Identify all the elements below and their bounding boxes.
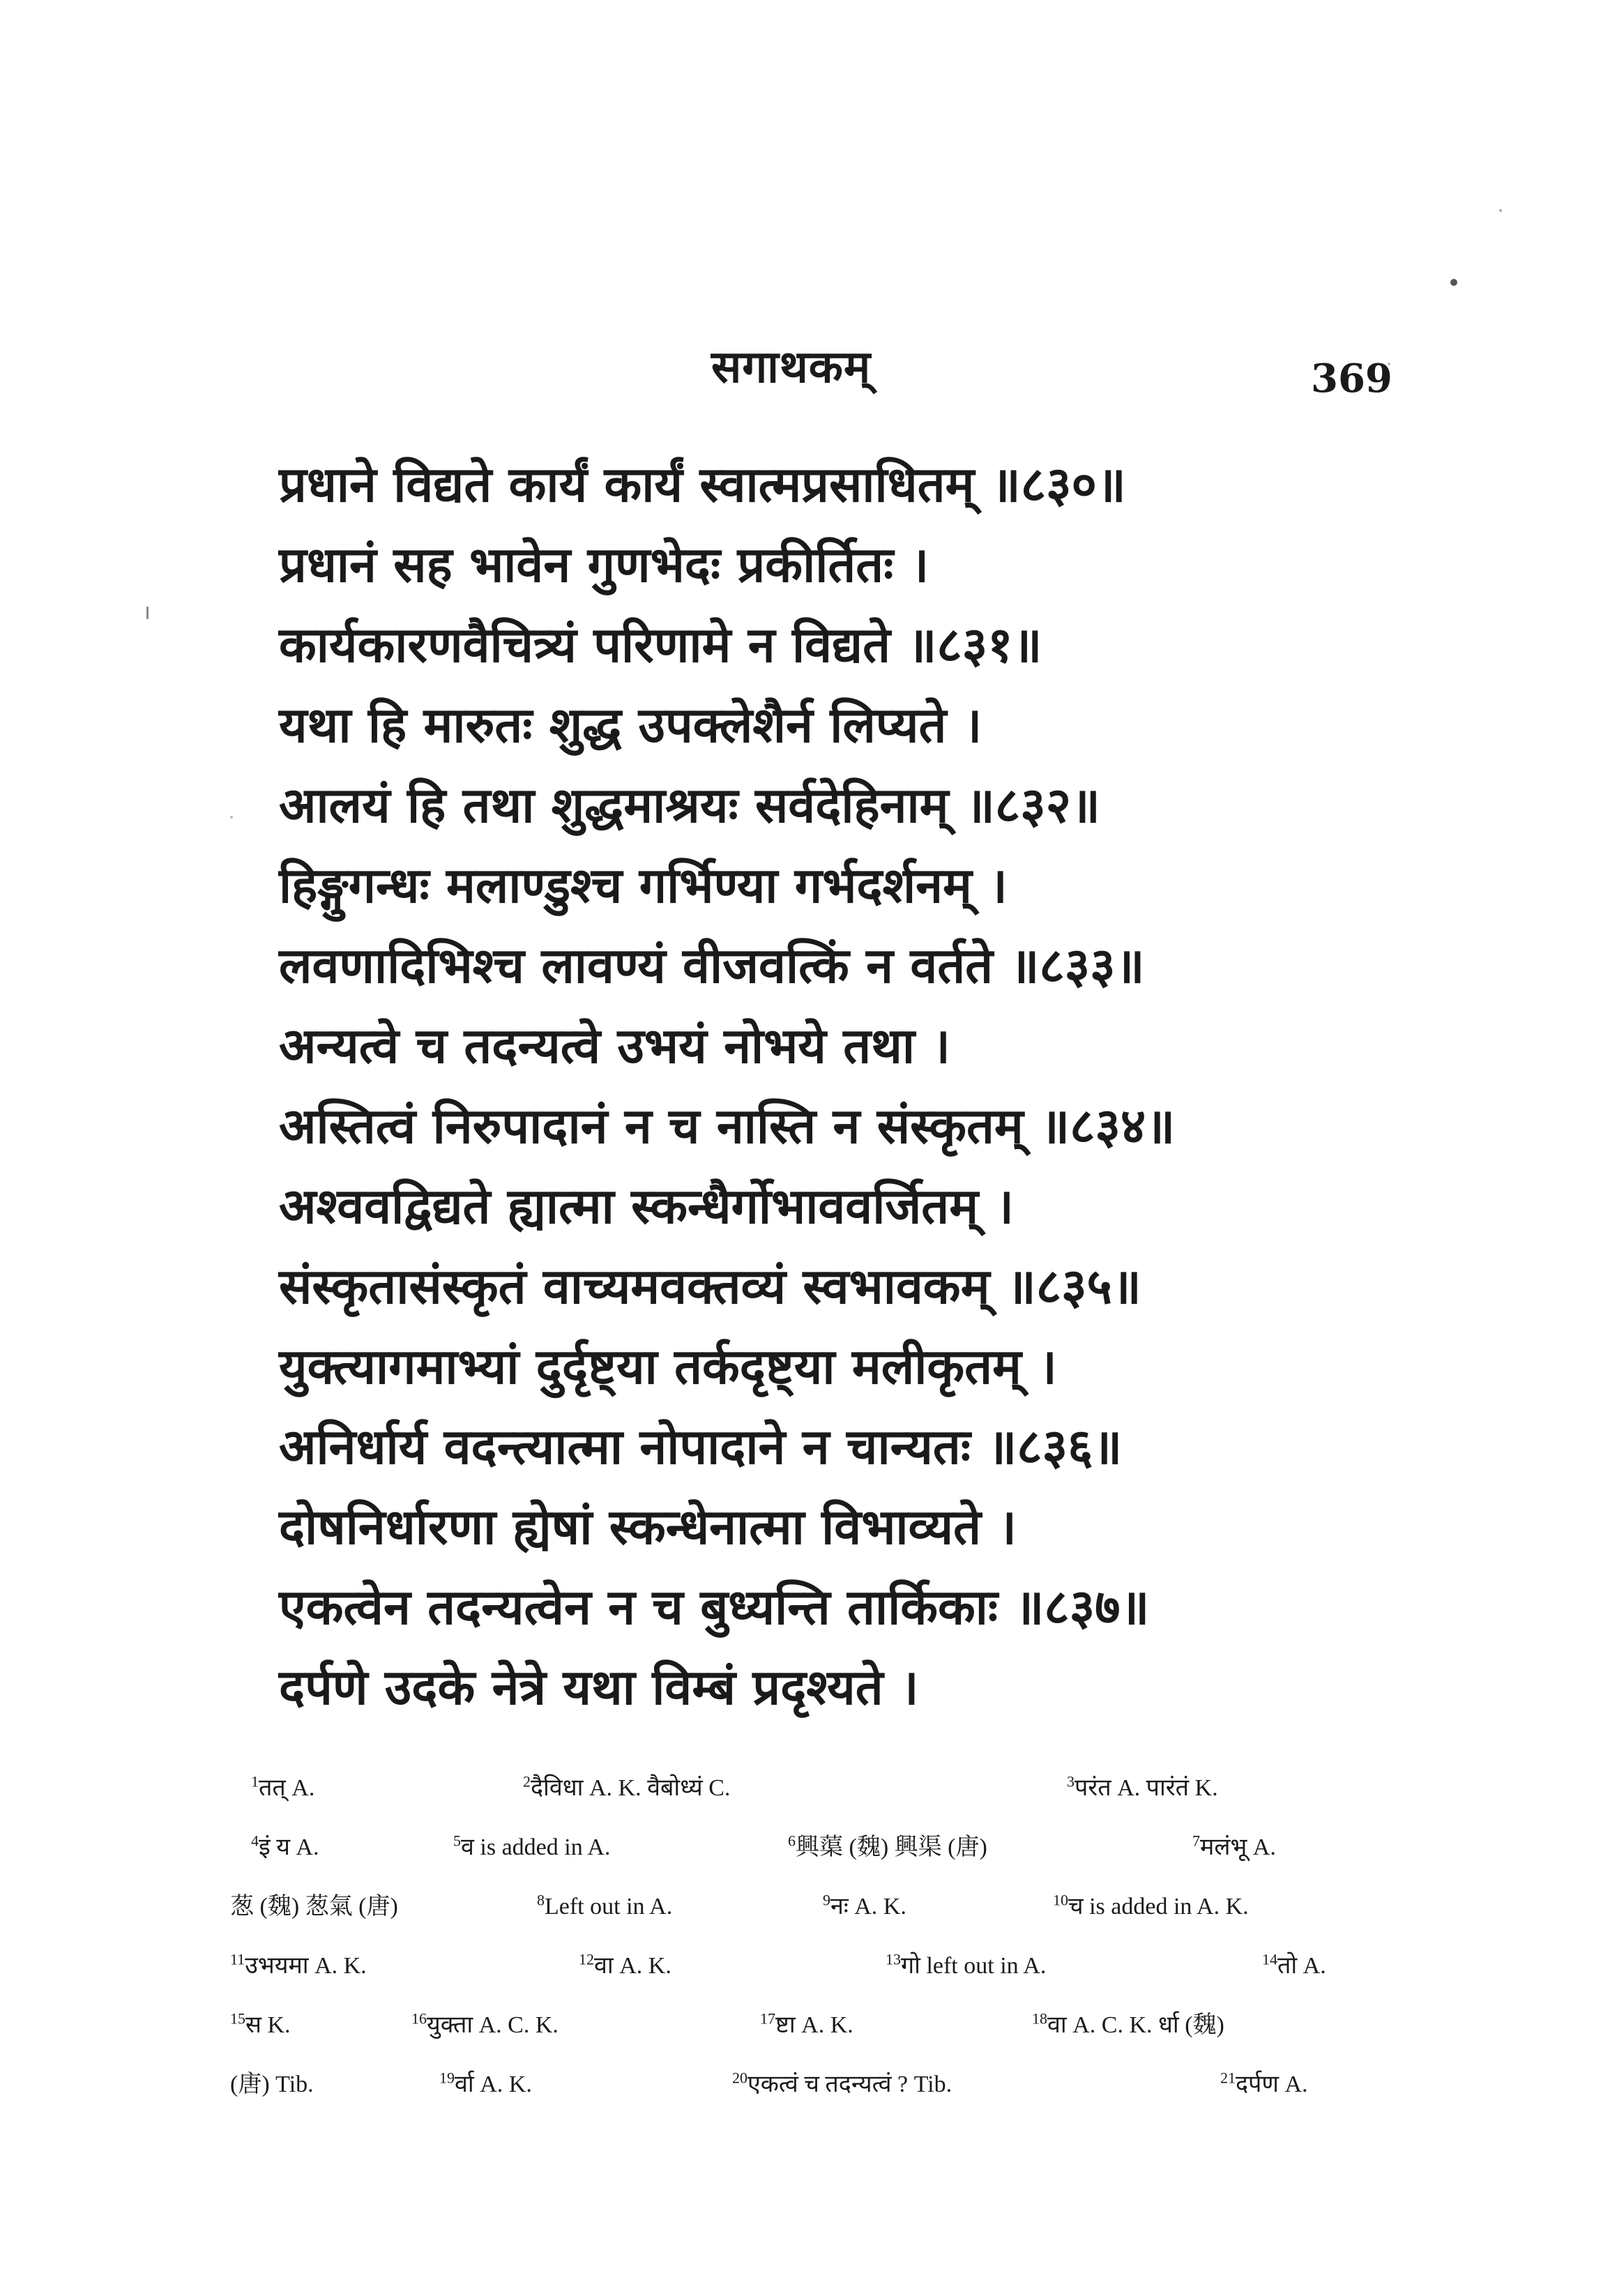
footnote: $^{18}$वा A. C. K. र्धा (魏) [1032, 2009, 1224, 2038]
footnote: $^{16}$युक्ता A. C. K. [411, 2009, 559, 2038]
print-speck [1499, 209, 1502, 212]
print-speck [230, 816, 233, 819]
footnote-row [230, 1764, 1402, 1813]
footnote: $^2$दैविधा A. K. वैबोध्यं C. [523, 1772, 731, 1801]
verse-line: कार्यकारणवैचित्र्यं परिणामे न विद्यते ॥८३१॥ [279, 616, 1042, 674]
verse-line: अस्तित्वं निरुपादानं न च नास्ति न संस्कृतम् ॥८३४॥ [279, 1097, 1176, 1155]
verse-line: यथा हि मारुतः शुद्ध उपक्लेशैर्न लिप्यते । [279, 696, 982, 754]
footnote: $^{12}$वा A. K. [579, 1950, 671, 1979]
footnote: $^1$तत् A. [251, 1772, 315, 1801]
footnote: $^6$興蕖 (魏) 興渠 (唐) [788, 1832, 987, 1860]
verse-line: युक्त्यागमाभ्यां दुर्दृष्ट्या तर्कदृष्ट्या मलीकृतम् । [279, 1337, 1057, 1395]
footnote-row [230, 2060, 1402, 2109]
verse-line: प्रधानं सह भावेन गुणभेदः प्रकीर्तितः । [279, 535, 929, 593]
footnote: $^{11}$उभयमा A. K. [230, 1950, 367, 1979]
print-speck [146, 607, 149, 619]
verse-line: अश्ववद्विद्यते ह्यात्मा स्कन्धैर्गोभाववर्जितम् । [279, 1177, 1014, 1235]
footnote-row [230, 1942, 1402, 1991]
footnote: $^{20}$एकत्वं च तदन्यत्वं ? Tib. [732, 2069, 952, 2097]
verse-line: अनिर्धार्य वदन्त्यात्मा नोपादाने न चान्यतः ॥८३६॥ [279, 1417, 1123, 1475]
footnote: $^{13}$गो left out in A. [886, 1950, 1047, 1979]
verse-line: प्रधाने विद्यते कार्यं कार्यं स्वात्मप्रसाधितम् ॥८३०॥ [279, 455, 1126, 513]
verse-line: दोषनिर्धारणा ह्येषां स्कन्धेनात्मा विभाव्यते । [279, 1498, 1017, 1556]
page-header [0, 328, 1617, 418]
verse-line: संस्कृतासंस्कृतं वाच्यमवक्तव्यं स्वभावकम् ॥८३५॥ [279, 1257, 1141, 1315]
footnote: 葱 (魏) 葱氣 (唐) [230, 1894, 398, 1919]
print-speck [1450, 279, 1457, 286]
verse-line: लवणादिभिश्च लावण्यं वीजवत्किं न वर्तते ॥८३३॥ [279, 936, 1145, 994]
footnote: $^{17}$ष्टा A. K. [760, 2009, 853, 2038]
footnote: $^{19}$र्वा A. K. [439, 2069, 532, 2097]
footnotes [230, 1764, 1402, 2154]
footnote: $^8$Left out in A. [537, 1891, 673, 1919]
verse-line: हिङ्गुगन्धः मलाण्डुश्च गर्भिण्या गर्भदर्शनम् । [279, 856, 1008, 914]
verse-line: एकत्वेन तदन्यत्वेन न च बुध्यन्ति तार्किकाः ॥८३७॥ [279, 1578, 1150, 1636]
footnote: (唐) Tib. [230, 2071, 314, 2097]
footnote: $^{10}$च is added in A. K. [1053, 1891, 1249, 1919]
footnote: $^7$मलंभू A. [1192, 1832, 1276, 1860]
verse-block [279, 446, 1422, 1771]
running-title: सगाथकम् [711, 341, 872, 393]
footnote: $^{15}$स K. [230, 2009, 291, 2038]
footnote-row [230, 1883, 1402, 1931]
verse-line: दर्पणे उदके नेत्रे यथा विम्बं प्रदृश्यते । [279, 1658, 919, 1716]
verse-line: आलयं हि तथा शुद्धमाश्रयः सर्वदेहिनाम् ॥८३२॥ [279, 776, 1100, 834]
footnote: $^{21}$दर्पण A. [1220, 2069, 1308, 2097]
footnote-row [230, 1823, 1402, 1872]
footnote: $^3$परंत A. पारंतं K. [1067, 1772, 1218, 1801]
footnote: $^4$इं य A. [251, 1832, 319, 1860]
verse-line: अन्यत्वे च तदन्यत्वे उभयं नोभये तथा । [279, 1017, 950, 1074]
footnote-row [230, 2001, 1402, 2050]
footnote: $^{14}$तो A. [1262, 1950, 1326, 1979]
page-number: 369 [1311, 356, 1392, 402]
footnote: $^5$व is added in A. [453, 1832, 611, 1860]
footnote: $^9$नः A. K. [823, 1891, 906, 1919]
